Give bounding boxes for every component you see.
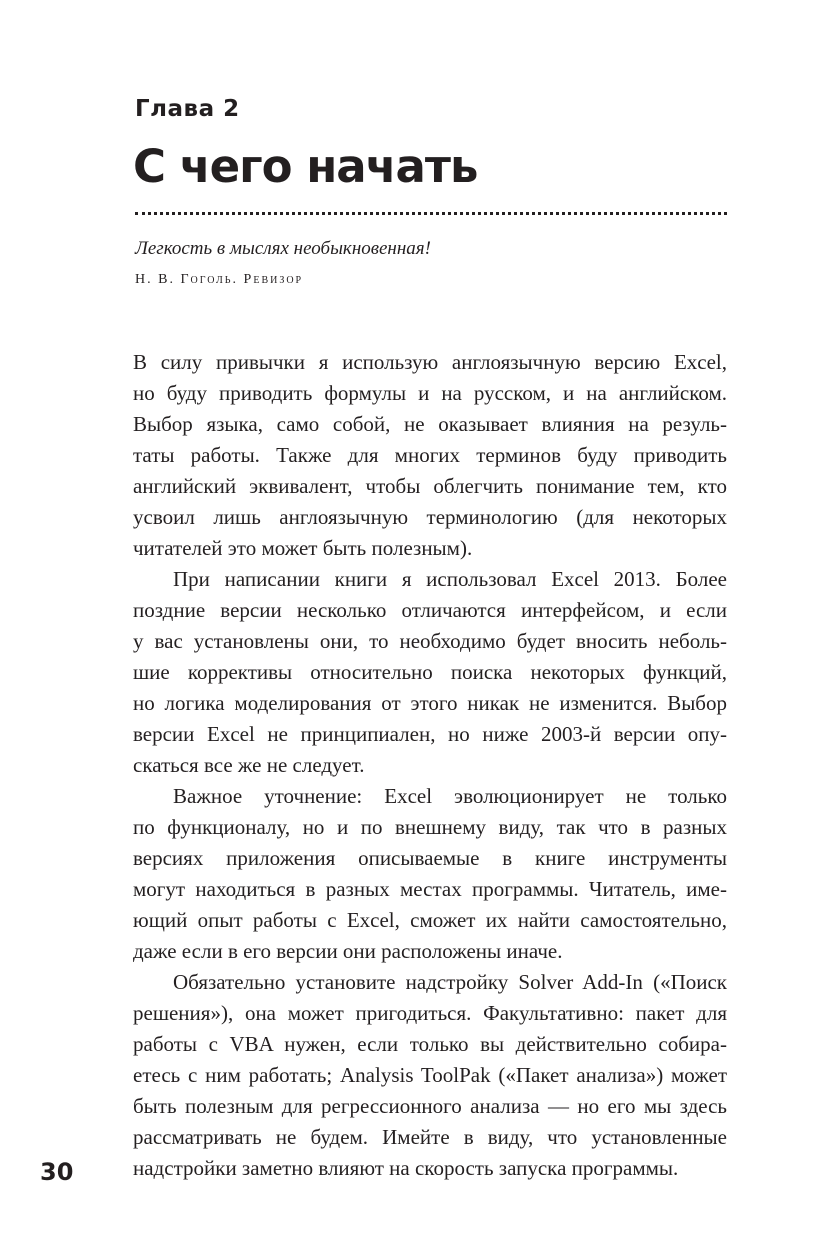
text-line: надстройки заметно влияют на скорость запуска программы. — [133, 1156, 679, 1180]
paragraph — [133, 967, 727, 1184]
text-line: Выбор языка, само собой, не оказывает влияния на резуль- — [133, 412, 727, 436]
text-line: скаться все же не следует. — [133, 753, 365, 777]
text-line: поздние версии несколько отличаются интерфейсом, и если — [133, 598, 727, 622]
page-number: 30 — [40, 1158, 74, 1186]
text-line: рассматривать не будем. Имейте в виду, что установленные — [133, 1125, 727, 1149]
text-line: шие коррективы относительно поиска некоторых функций, — [133, 660, 727, 684]
text-line: но буду приводить формулы и на русском, и на английском. — [133, 381, 727, 405]
text-line: В силу привычки я использую англоязычную версию Excel, — [133, 350, 727, 374]
text-line: даже если в его версии они расположены иначе. — [133, 939, 563, 963]
text-line: но логика моделирования от этого никак не изменится. Выбор — [133, 691, 727, 715]
text-line: При написании книги я использовал Excel 2013. Более — [173, 567, 727, 591]
chapter-label: Глава 2 — [135, 96, 240, 122]
text-line: читателей это может быть полезным). — [133, 536, 473, 560]
text-line: по функционалу, но и по внешнему виду, так что в разных — [133, 815, 727, 839]
text-line: версии Excel не принципиален, но ниже 2003-й версии опу- — [133, 722, 727, 746]
text-line: таты работы. Также для многих терминов буду приводить — [133, 443, 727, 467]
text-line: быть полезным для регрессионного анализа — но его мы здесь — [133, 1094, 727, 1118]
text-line: работы с VBA нужен, если только вы действительно собира- — [133, 1032, 727, 1056]
text-line: етесь с ним работать; Analysis ToolPak («Пакет анализа») может — [133, 1063, 727, 1087]
text-line: у вас установлены они, то необходимо будет вносить неболь- — [133, 629, 727, 653]
text-line: решения»), она может пригодиться. Факультативно: пакет для — [133, 1001, 727, 1025]
paragraph — [133, 564, 727, 781]
chapter-title: С чего начать — [133, 140, 478, 193]
text-line: ющий опыт работы с Excel, сможет их найти самостоятельно, — [133, 908, 727, 932]
text-line: Обязательно установите надстройку Solver Add-In («Поиск — [173, 970, 727, 994]
dotted-divider — [135, 212, 727, 215]
paragraph — [133, 347, 727, 564]
text-line: усвоил лишь англоязычную терминологию (для некоторых — [133, 505, 727, 529]
epigraph-attribution: Н. В. Гоголь. Ревизор — [135, 272, 304, 287]
epigraph-quote: Легкость в мыслях необыкновенная! — [135, 238, 431, 259]
text-line: Важное уточнение: Excel эволюционирует не только — [173, 784, 727, 808]
paragraph — [133, 781, 727, 967]
body-text — [133, 347, 727, 1184]
text-line: английский эквивалент, чтобы облегчить понимание тем, кто — [133, 474, 727, 498]
text-line: могут находиться в разных местах программы. Читатель, име- — [133, 877, 727, 901]
text-line: версиях приложения описываемые в книге инструменты — [133, 846, 727, 870]
